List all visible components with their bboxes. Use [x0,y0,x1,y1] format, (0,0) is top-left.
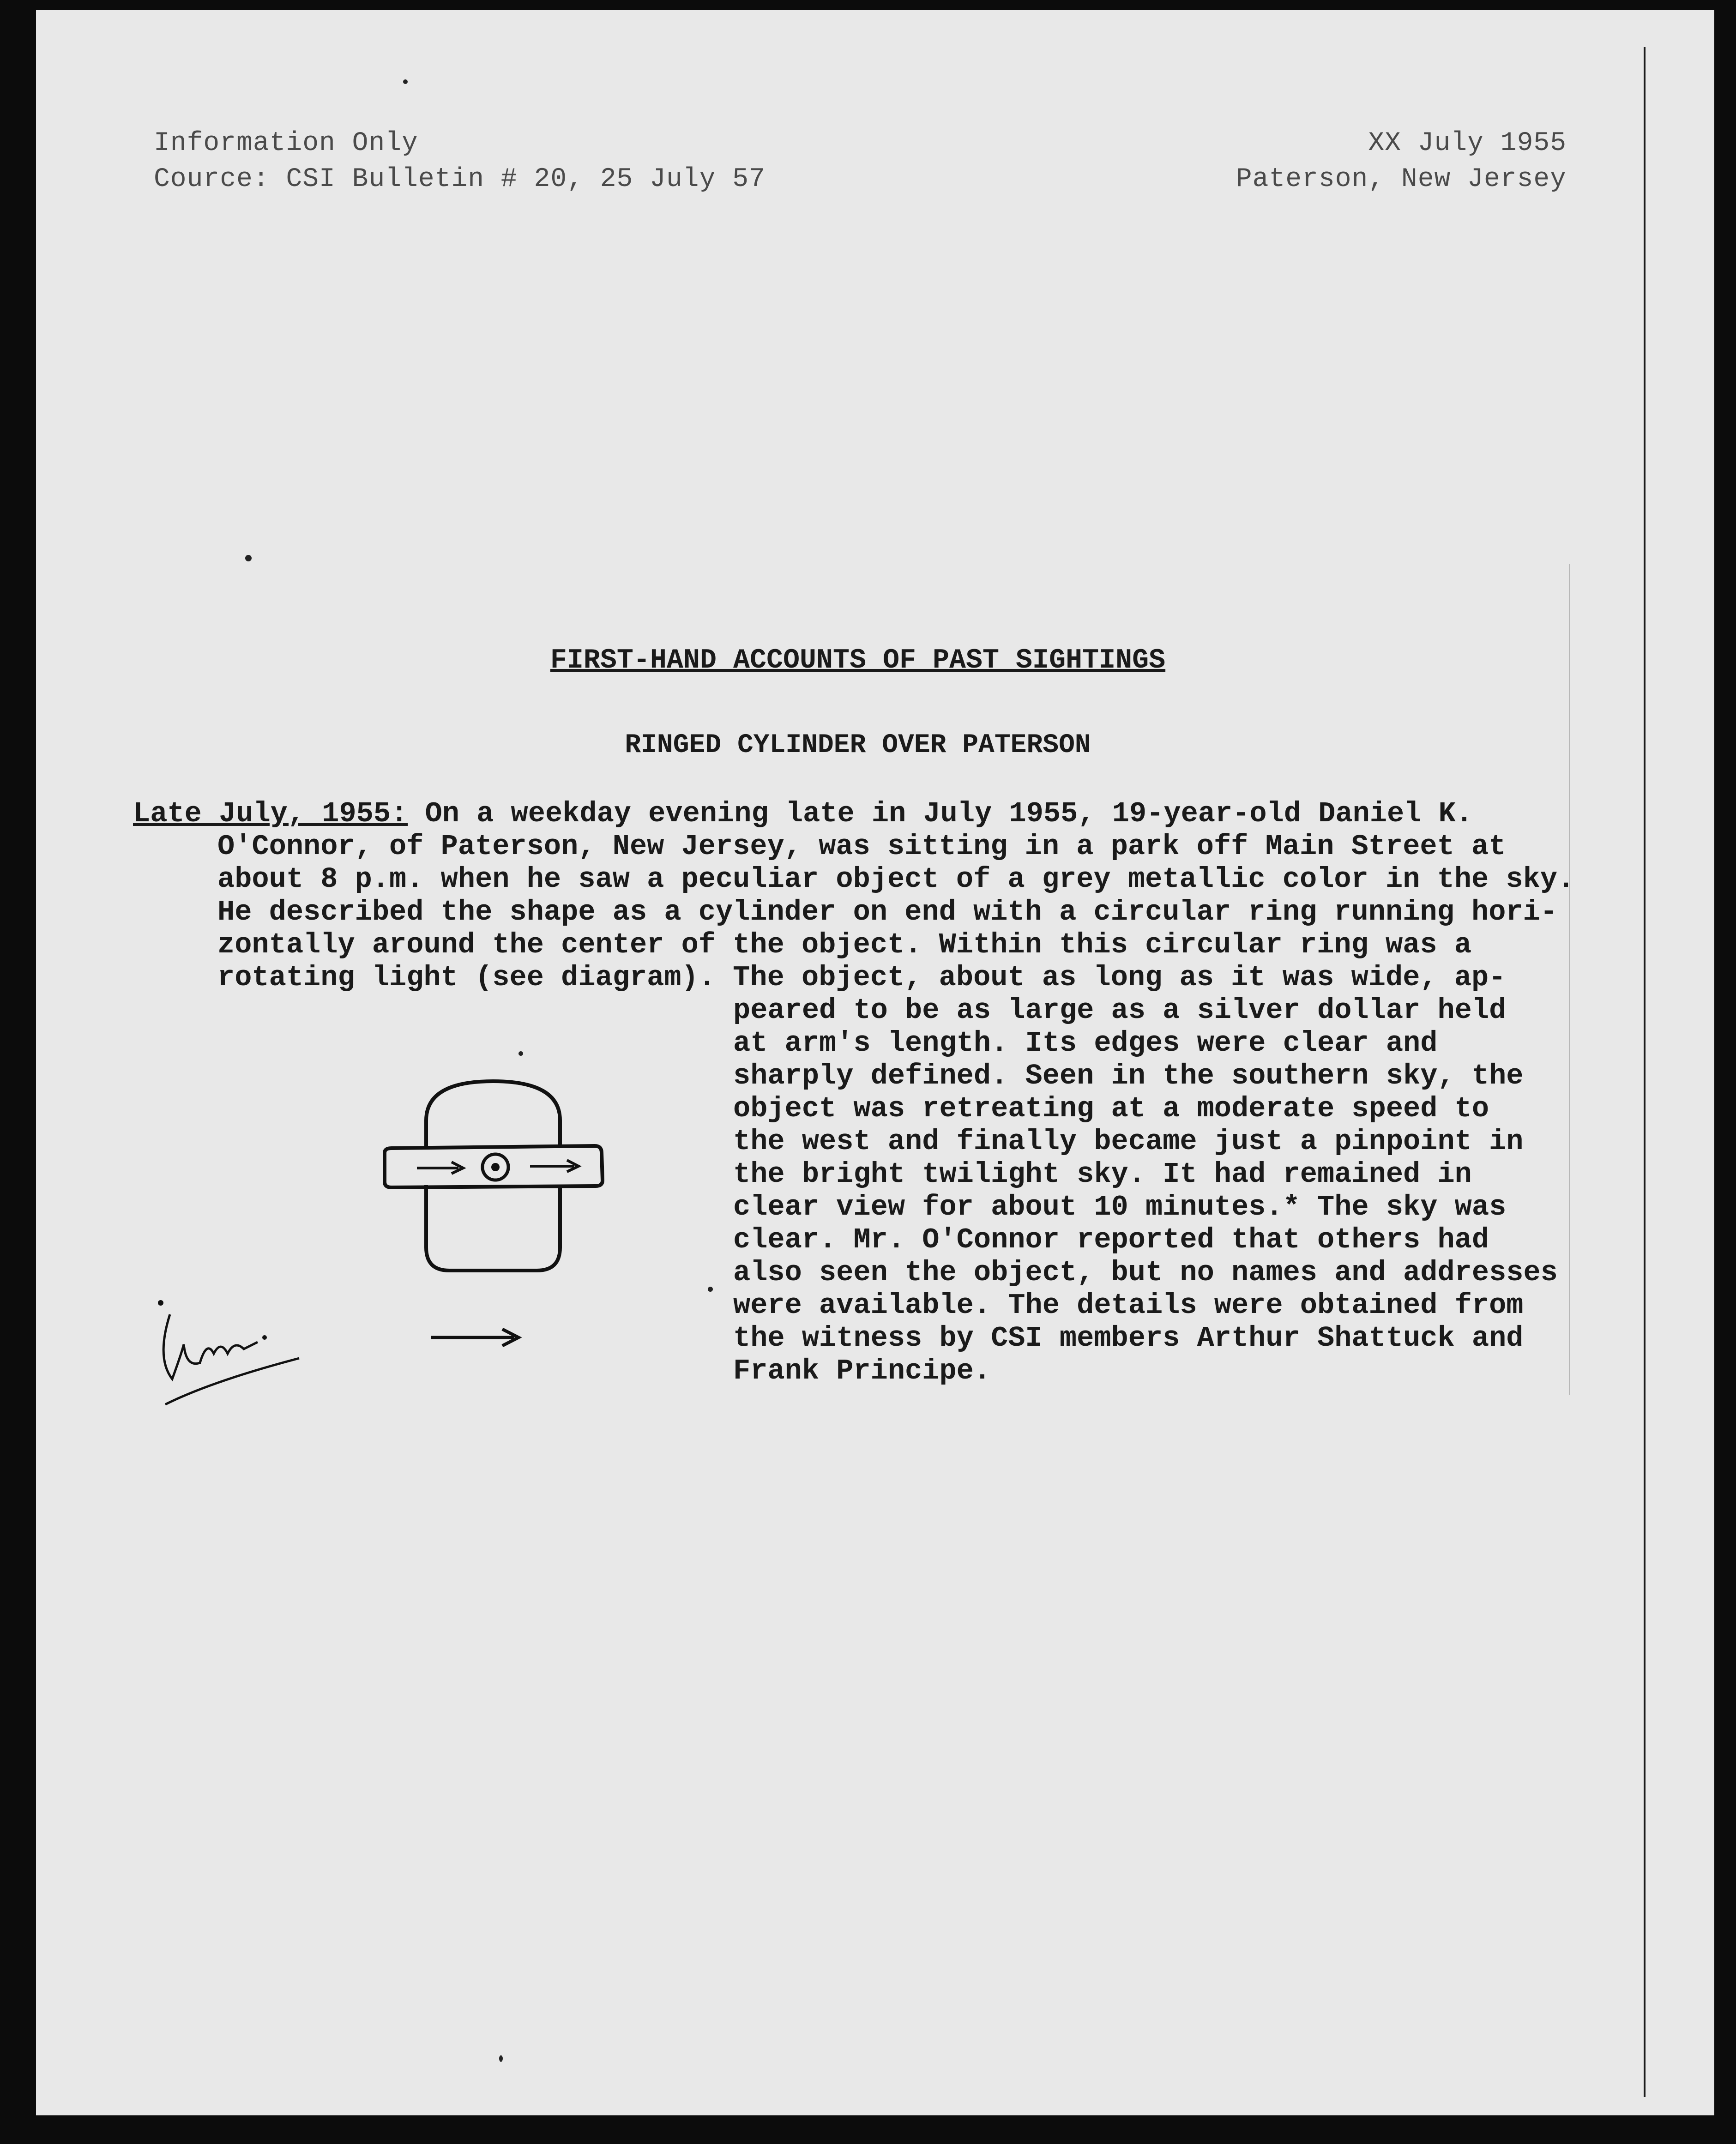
paragraph-line: also seen the object, but no names and addresses [733,1256,1558,1289]
paragraph-line: sharply defined. Seen in the southern sky, the [733,1060,1524,1092]
paragraph-full-width [217,830,1574,994]
paragraph-line: clear view for about 10 minutes.* The sky was [733,1191,1507,1223]
direction-arrow-icon [428,1324,525,1351]
paragraph-line: object was retreating at a moderate speed to [733,1092,1489,1125]
paragraph-line: at arm's length. Its edges were clear and [733,1027,1438,1060]
speck [518,1051,523,1056]
document-page [36,10,1714,2115]
paragraph-line: He described the shape as a cylinder on end with a circular ring running hori- [217,896,1558,928]
paragraph-line: were available. The details were obtained from [733,1289,1524,1322]
paragraph-lead: Late July, 1955: [133,797,408,830]
speck [499,2055,503,2062]
paragraph-first-rest: On a weekday evening late in July 1955, 19-year-old Daniel K. [408,797,1473,830]
header-source [154,126,766,198]
speck [245,555,252,561]
ringed-cylinder-diagram [373,1067,613,1298]
paragraph-line: the witness by CSI members Arthur Shattuck and [733,1322,1524,1355]
speck [403,79,408,84]
header-date: XX July 1955 [1368,128,1567,158]
header-location: Paterson, New Jersey [1236,164,1567,194]
paragraph-line: peared to be as large as a silver dollar held [733,994,1507,1027]
paragraph-line: the bright twilight sky. It had remained in [733,1158,1472,1191]
paragraph-line: the west and finally became just a pinpoint in [733,1125,1524,1158]
page-edge-line [1644,47,1646,2097]
paragraph-first-line [133,797,1573,830]
paragraph-line: Frank Principe. [733,1355,991,1387]
paragraph-side-column [733,994,1558,1387]
speck [708,1287,713,1292]
paragraph-line: O'Connor, of Paterson, New Jersey, was sitting in a park off Main Street at [217,830,1506,863]
paragraph-line: clear. Mr. O'Connor reported that others had [733,1223,1489,1256]
paragraph-line: zontally around the center of the object. Within this circular ring was a [217,928,1472,961]
header-info-only: Information Only [154,128,418,158]
paragraph-line: rotating light (see diagram). The object, about as long as it was wide, ap- [217,961,1506,994]
paragraph-line: about 8 p.m. when he saw a peculiar object of a grey metallic color in the sky. [217,863,1575,896]
header-source-line: Cource: CSI Bulletin # 20, 25 July 57 [154,164,766,194]
handwritten-signature [128,1289,313,1409]
page-title: FIRST-HAND ACCOUNTS OF PAST SIGHTINGS [550,645,1166,676]
page-subtitle: RINGED CYLINDER OVER PATERSON [625,730,1091,760]
header-date-location [1236,126,1567,198]
